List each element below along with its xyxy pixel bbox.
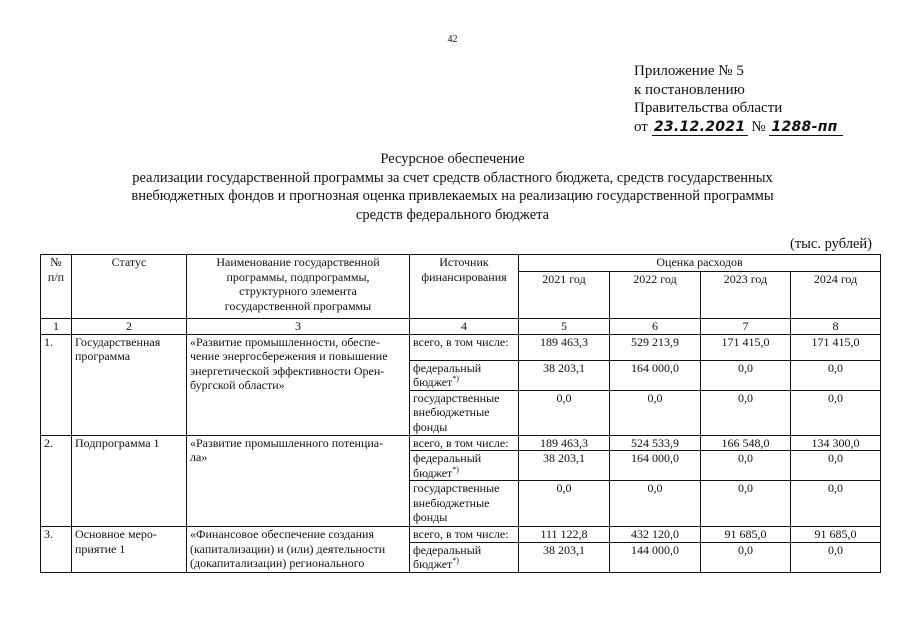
header-name-line-3: структурного элемента	[239, 284, 357, 298]
value-2021: 0,0	[519, 390, 610, 435]
source-line: фонды	[413, 510, 448, 524]
header-no-line-1: №	[50, 255, 62, 269]
value-2021: 189 463,3	[519, 435, 610, 451]
source-line: внебюджетные	[413, 495, 490, 510]
source-line: государственные	[413, 390, 500, 405]
table-row	[41, 334, 881, 360]
funding-source: всего, в том числе:	[410, 527, 519, 543]
header-year: 2022 год	[610, 272, 701, 319]
status-line: программа	[75, 349, 131, 363]
value-2021: 111 122,8	[519, 527, 610, 543]
appendix-date-line	[634, 118, 843, 137]
header-source	[410, 255, 519, 319]
value-2023: 0,0	[701, 360, 791, 390]
table-row	[41, 435, 881, 451]
column-number: 4	[410, 319, 519, 335]
header-name-line-2: программы, подпрограммы,	[226, 269, 370, 284]
value-2022: 432 120,0	[610, 527, 701, 543]
value-2024: 91 685,0	[791, 527, 881, 543]
header-name-line-4: государственной программы	[224, 298, 372, 313]
header-estimate: Оценка расходов	[519, 255, 881, 272]
number-label: №	[751, 118, 766, 135]
value-2024: 134 300,0	[791, 435, 881, 451]
value-2021: 38 203,1	[519, 542, 610, 572]
value-2023: 0,0	[701, 542, 791, 572]
units-label: (тыс. рублей)	[790, 236, 872, 252]
value-2024: 0,0	[791, 481, 881, 527]
table-row	[41, 527, 881, 543]
status-line: Основное меро-	[75, 527, 157, 541]
column-number: 7	[701, 319, 791, 335]
header-source-line-1: Источник	[439, 255, 489, 269]
funding-source	[410, 542, 519, 572]
handwritten-number: 1288-пп	[769, 119, 843, 136]
row-program-name	[187, 435, 410, 527]
handwritten-date: 23.12.2021	[652, 119, 748, 136]
row-status	[72, 435, 187, 527]
name-line: ла»	[190, 450, 208, 464]
title-line-1: Ресурсное обеспечение	[380, 151, 525, 167]
footnote-mark: *)	[452, 464, 459, 474]
appendix-block	[634, 62, 843, 136]
source-line: бюджет	[413, 375, 453, 389]
appendix-ref: к постановлению	[634, 81, 745, 98]
source-line-sup	[413, 375, 515, 390]
appendix-authority: Правительства области	[634, 100, 783, 116]
value-2024: 0,0	[791, 360, 881, 390]
document-title	[0, 150, 905, 224]
row-number: 2.	[41, 435, 72, 527]
value-2021: 189 463,3	[519, 334, 610, 360]
row-status	[72, 334, 187, 435]
source-line: федеральный	[413, 542, 482, 557]
value-2022: 144 000,0	[610, 542, 701, 572]
name-line: чение энергосбережения и повышение	[190, 349, 388, 363]
value-2022: 0,0	[610, 390, 701, 435]
value-2022: 529 213,9	[610, 334, 701, 360]
name-line: «Развитие промышленности, обеспе-	[190, 334, 381, 349]
value-2024: 0,0	[791, 390, 881, 435]
value-2021: 0,0	[519, 481, 610, 527]
from-label: от	[634, 118, 648, 135]
source-line: фонды	[413, 419, 448, 434]
row-number: 3.	[41, 527, 72, 573]
funding-source	[410, 360, 519, 390]
value-2022: 0,0	[610, 481, 701, 527]
value-2022: 164 000,0	[610, 360, 701, 390]
header-no	[41, 255, 72, 319]
funding-source: всего, в том числе:	[410, 435, 519, 451]
source-line: федеральный	[413, 360, 482, 375]
row-program-name	[187, 334, 410, 435]
source-line: федеральный	[413, 451, 482, 465]
header-year: 2023 год	[701, 272, 791, 319]
value-2022: 164 000,0	[610, 451, 701, 481]
value-2021: 38 203,1	[519, 451, 610, 481]
column-number: 3	[187, 319, 410, 335]
column-number: 6	[610, 319, 701, 335]
footnote-mark: *)	[452, 374, 459, 383]
header-name-line-1: Наименование государственной	[216, 255, 380, 269]
title-line-4: средств федерального бюджета	[355, 206, 550, 223]
column-number: 1	[41, 319, 72, 335]
source-line-sup	[413, 557, 515, 572]
value-2022: 524 533,9	[610, 435, 701, 451]
column-numbers-row	[41, 319, 881, 335]
value-2023: 166 548,0	[701, 435, 791, 451]
value-2024: 171 415,0	[791, 334, 881, 360]
title-line-3: внебюджетных фондов и прогнозная оценка привлекаемых на реализацию государственной программы	[131, 188, 774, 205]
name-line: (капитализации) и (или) деятельности	[190, 541, 386, 556]
value-2023: 0,0	[701, 451, 791, 481]
page-number: 42	[447, 34, 458, 45]
funding-source	[410, 481, 519, 527]
header-row	[41, 255, 881, 272]
header-year: 2024 год	[791, 272, 881, 319]
funding-source: всего, в том числе:	[410, 334, 519, 360]
footnote-mark: *)	[452, 556, 459, 565]
value-2023: 0,0	[701, 481, 791, 527]
column-number: 2	[72, 319, 187, 335]
name-line: энергетической эффективности Орен-	[190, 363, 385, 378]
funding-source	[410, 451, 519, 481]
header-status: Статус	[72, 255, 187, 319]
value-2021: 38 203,1	[519, 360, 610, 390]
column-number: 8	[791, 319, 881, 335]
header-no-line-2: п/п	[47, 269, 65, 284]
value-2023: 171 415,0	[701, 334, 791, 360]
source-line: бюджет	[413, 557, 453, 571]
appendix-title: Приложение № 5	[634, 63, 744, 79]
name-line: бургской области»	[190, 378, 285, 392]
source-line: государственные	[413, 481, 500, 495]
source-line: внебюджетные	[413, 405, 490, 419]
column-number: 5	[519, 319, 610, 335]
status-line: Подпрограмма 1	[75, 435, 160, 450]
title-line-2: реализации государственной программы за счет средств областного бюджета, средств государственных	[132, 169, 773, 186]
value-2024: 0,0	[791, 542, 881, 572]
row-number: 1.	[41, 334, 72, 435]
header-name	[187, 255, 410, 319]
row-program-name	[187, 527, 410, 573]
header-source-line-2: финансирования	[421, 269, 507, 284]
name-line: «Развитие промышленного потенциа-	[190, 435, 384, 450]
row-status	[72, 527, 187, 573]
value-2023: 0,0	[701, 390, 791, 435]
status-line: Государственная	[75, 334, 161, 349]
funding-source	[410, 390, 519, 435]
name-line: (докапитализации) регионального	[190, 556, 365, 570]
value-2024: 0,0	[791, 451, 881, 481]
name-line: «Финансовое обеспечение создания	[190, 527, 374, 541]
status-line: приятие 1	[75, 541, 126, 556]
source-line: бюджет	[413, 465, 453, 480]
resource-table	[40, 254, 881, 573]
header-year: 2021 год	[519, 272, 610, 319]
source-line-sup	[413, 466, 515, 481]
value-2023: 91 685,0	[701, 527, 791, 543]
